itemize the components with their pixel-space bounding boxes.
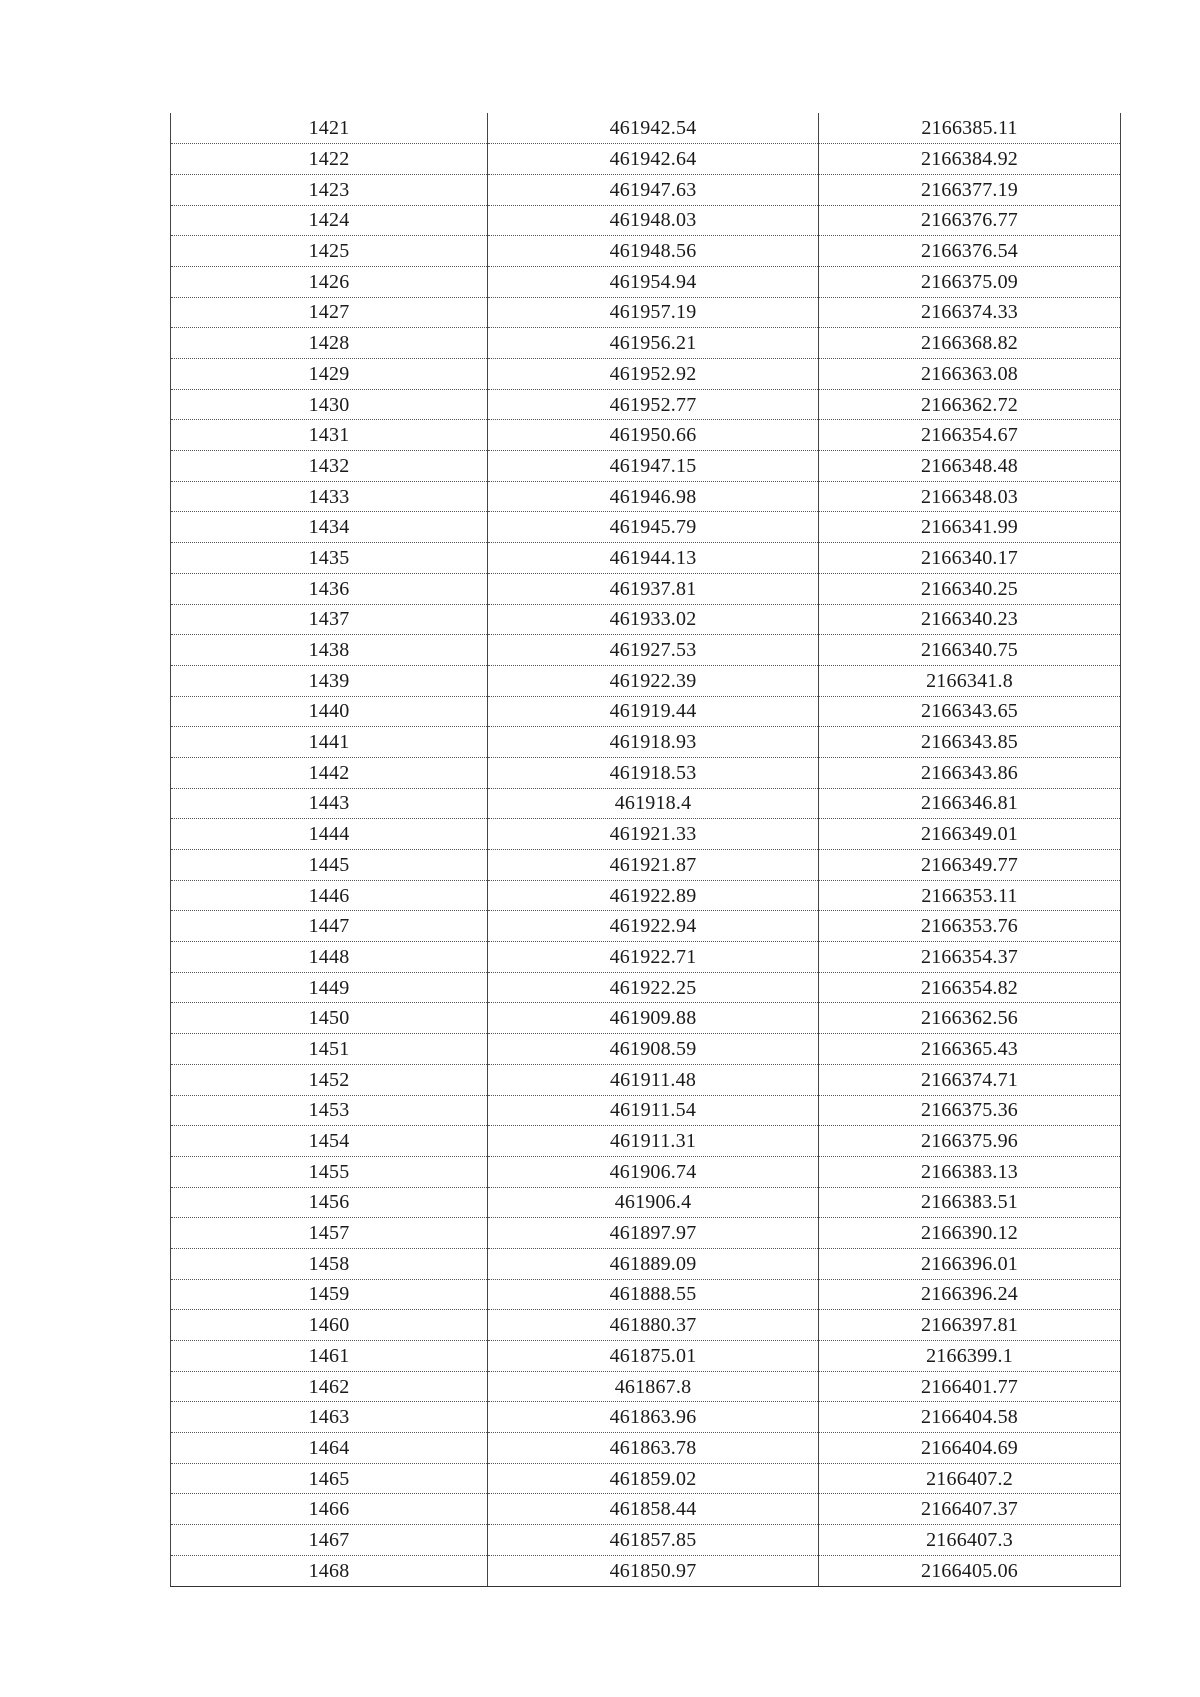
y-coordinate-cell: 2166340.23 — [819, 604, 1121, 635]
table-row — [171, 911, 1121, 942]
point-number-cell: 1465 — [171, 1463, 488, 1494]
x-coordinate-cell: 461911.54 — [488, 1095, 819, 1126]
coordinates-table — [170, 113, 1121, 1587]
table-row — [171, 1279, 1121, 1310]
x-coordinate-cell: 461933.02 — [488, 604, 819, 635]
y-coordinate-cell: 2166343.86 — [819, 757, 1121, 788]
x-coordinate-cell: 461945.79 — [488, 512, 819, 543]
point-number-cell: 1454 — [171, 1126, 488, 1157]
table-row — [171, 1371, 1121, 1402]
y-coordinate-cell: 2166385.11 — [819, 113, 1121, 144]
x-coordinate-cell: 461922.25 — [488, 972, 819, 1003]
y-coordinate-cell: 2166407.2 — [819, 1463, 1121, 1494]
x-coordinate-cell: 461956.21 — [488, 328, 819, 359]
x-coordinate-cell: 461867.8 — [488, 1371, 819, 1402]
y-coordinate-cell: 2166396.24 — [819, 1279, 1121, 1310]
point-number-cell: 1452 — [171, 1064, 488, 1095]
point-number-cell: 1466 — [171, 1494, 488, 1525]
x-coordinate-cell: 461948.03 — [488, 205, 819, 236]
point-number-cell: 1467 — [171, 1525, 488, 1556]
x-coordinate-cell: 461950.66 — [488, 420, 819, 451]
point-number-cell: 1451 — [171, 1034, 488, 1065]
y-coordinate-cell: 2166353.11 — [819, 880, 1121, 911]
y-coordinate-cell: 2166399.1 — [819, 1341, 1121, 1372]
point-number-cell: 1468 — [171, 1555, 488, 1586]
table-row — [171, 819, 1121, 850]
table-row — [171, 236, 1121, 267]
y-coordinate-cell: 2166362.56 — [819, 1003, 1121, 1034]
x-coordinate-cell: 461919.44 — [488, 696, 819, 727]
point-number-cell: 1463 — [171, 1402, 488, 1433]
table-row — [171, 573, 1121, 604]
point-number-cell: 1448 — [171, 942, 488, 973]
x-coordinate-cell: 461922.71 — [488, 942, 819, 973]
table-row — [171, 1555, 1121, 1586]
point-number-cell: 1440 — [171, 696, 488, 727]
y-coordinate-cell: 2166349.01 — [819, 819, 1121, 850]
x-coordinate-cell: 461947.15 — [488, 451, 819, 482]
y-coordinate-cell: 2166384.92 — [819, 144, 1121, 175]
table-row — [171, 1248, 1121, 1279]
table-row — [171, 359, 1121, 390]
y-coordinate-cell: 2166340.75 — [819, 635, 1121, 666]
y-coordinate-cell: 2166346.81 — [819, 788, 1121, 819]
y-coordinate-cell: 2166376.54 — [819, 236, 1121, 267]
point-number-cell: 1457 — [171, 1218, 488, 1249]
y-coordinate-cell: 2166374.71 — [819, 1064, 1121, 1095]
y-coordinate-cell: 2166365.43 — [819, 1034, 1121, 1065]
y-coordinate-cell: 2166363.08 — [819, 359, 1121, 390]
x-coordinate-cell: 461921.33 — [488, 819, 819, 850]
table-row — [171, 1187, 1121, 1218]
table-row — [171, 512, 1121, 543]
table-row — [171, 1310, 1121, 1341]
x-coordinate-cell: 461889.09 — [488, 1248, 819, 1279]
y-coordinate-cell: 2166375.09 — [819, 266, 1121, 297]
point-number-cell: 1453 — [171, 1095, 488, 1126]
table-row — [171, 481, 1121, 512]
x-coordinate-cell: 461863.78 — [488, 1433, 819, 1464]
point-number-cell: 1445 — [171, 850, 488, 881]
table-row — [171, 1126, 1121, 1157]
point-number-cell: 1426 — [171, 266, 488, 297]
point-number-cell: 1434 — [171, 512, 488, 543]
x-coordinate-cell: 461918.53 — [488, 757, 819, 788]
x-coordinate-cell: 461952.92 — [488, 359, 819, 390]
point-number-cell: 1429 — [171, 359, 488, 390]
table-row — [171, 850, 1121, 881]
table-row — [171, 942, 1121, 973]
table-row — [171, 1218, 1121, 1249]
y-coordinate-cell: 2166353.76 — [819, 911, 1121, 942]
y-coordinate-cell: 2166396.01 — [819, 1248, 1121, 1279]
table-row — [171, 113, 1121, 144]
y-coordinate-cell: 2166354.37 — [819, 942, 1121, 973]
x-coordinate-cell: 461858.44 — [488, 1494, 819, 1525]
point-number-cell: 1450 — [171, 1003, 488, 1034]
table-row — [171, 757, 1121, 788]
x-coordinate-cell: 461859.02 — [488, 1463, 819, 1494]
x-coordinate-cell: 461944.13 — [488, 543, 819, 574]
point-number-cell: 1438 — [171, 635, 488, 666]
table-row — [171, 880, 1121, 911]
point-number-cell: 1423 — [171, 174, 488, 205]
table-row — [171, 543, 1121, 574]
x-coordinate-cell: 461906.74 — [488, 1156, 819, 1187]
x-coordinate-cell: 461911.48 — [488, 1064, 819, 1095]
point-number-cell: 1447 — [171, 911, 488, 942]
x-coordinate-cell: 461952.77 — [488, 389, 819, 420]
table-row — [171, 297, 1121, 328]
table-row — [171, 1402, 1121, 1433]
point-number-cell: 1433 — [171, 481, 488, 512]
y-coordinate-cell: 2166376.77 — [819, 205, 1121, 236]
y-coordinate-cell: 2166405.06 — [819, 1555, 1121, 1586]
y-coordinate-cell: 2166340.25 — [819, 573, 1121, 604]
point-number-cell: 1425 — [171, 236, 488, 267]
y-coordinate-cell: 2166340.17 — [819, 543, 1121, 574]
x-coordinate-cell: 461911.31 — [488, 1126, 819, 1157]
x-coordinate-cell: 461954.94 — [488, 266, 819, 297]
table-row — [171, 727, 1121, 758]
table-row — [171, 144, 1121, 175]
y-coordinate-cell: 2166343.85 — [819, 727, 1121, 758]
table-row — [171, 1064, 1121, 1095]
y-coordinate-cell: 2166343.65 — [819, 696, 1121, 727]
y-coordinate-cell: 2166404.69 — [819, 1433, 1121, 1464]
table-row — [171, 328, 1121, 359]
x-coordinate-cell: 461957.19 — [488, 297, 819, 328]
y-coordinate-cell: 2166383.13 — [819, 1156, 1121, 1187]
x-coordinate-cell: 461947.63 — [488, 174, 819, 205]
point-number-cell: 1442 — [171, 757, 488, 788]
point-number-cell: 1462 — [171, 1371, 488, 1402]
y-coordinate-cell: 2166354.82 — [819, 972, 1121, 1003]
table-row — [171, 389, 1121, 420]
x-coordinate-cell: 461857.85 — [488, 1525, 819, 1556]
table-row — [171, 174, 1121, 205]
y-coordinate-cell: 2166374.33 — [819, 297, 1121, 328]
point-number-cell: 1439 — [171, 665, 488, 696]
table-row — [171, 635, 1121, 666]
point-number-cell: 1435 — [171, 543, 488, 574]
y-coordinate-cell: 2166404.58 — [819, 1402, 1121, 1433]
table-row — [171, 1433, 1121, 1464]
point-number-cell: 1422 — [171, 144, 488, 175]
x-coordinate-cell: 461922.89 — [488, 880, 819, 911]
y-coordinate-cell: 2166407.37 — [819, 1494, 1121, 1525]
x-coordinate-cell: 461948.56 — [488, 236, 819, 267]
y-coordinate-cell: 2166341.99 — [819, 512, 1121, 543]
point-number-cell: 1455 — [171, 1156, 488, 1187]
y-coordinate-cell: 2166397.81 — [819, 1310, 1121, 1341]
point-number-cell: 1436 — [171, 573, 488, 604]
x-coordinate-cell: 461921.87 — [488, 850, 819, 881]
x-coordinate-cell: 461863.96 — [488, 1402, 819, 1433]
y-coordinate-cell: 2166348.03 — [819, 481, 1121, 512]
x-coordinate-cell: 461942.64 — [488, 144, 819, 175]
table-row — [171, 972, 1121, 1003]
x-coordinate-cell: 461908.59 — [488, 1034, 819, 1065]
point-number-cell: 1460 — [171, 1310, 488, 1341]
point-number-cell: 1446 — [171, 880, 488, 911]
point-number-cell: 1428 — [171, 328, 488, 359]
x-coordinate-cell: 461937.81 — [488, 573, 819, 604]
x-coordinate-cell: 461922.39 — [488, 665, 819, 696]
table-row — [171, 1525, 1121, 1556]
x-coordinate-cell: 461850.97 — [488, 1555, 819, 1586]
y-coordinate-cell: 2166377.19 — [819, 174, 1121, 205]
x-coordinate-cell: 461880.37 — [488, 1310, 819, 1341]
table-row — [171, 1034, 1121, 1065]
point-number-cell: 1458 — [171, 1248, 488, 1279]
point-number-cell: 1464 — [171, 1433, 488, 1464]
point-number-cell: 1461 — [171, 1341, 488, 1372]
table-row — [171, 665, 1121, 696]
table-row — [171, 205, 1121, 236]
table-row — [171, 1463, 1121, 1494]
y-coordinate-cell: 2166348.48 — [819, 451, 1121, 482]
point-number-cell: 1437 — [171, 604, 488, 635]
x-coordinate-cell: 461918.93 — [488, 727, 819, 758]
table-row — [171, 266, 1121, 297]
point-number-cell: 1456 — [171, 1187, 488, 1218]
point-number-cell: 1449 — [171, 972, 488, 1003]
point-number-cell: 1424 — [171, 205, 488, 236]
table-row — [171, 1156, 1121, 1187]
x-coordinate-cell: 461942.54 — [488, 113, 819, 144]
x-coordinate-cell: 461897.97 — [488, 1218, 819, 1249]
table-row — [171, 1095, 1121, 1126]
point-number-cell: 1459 — [171, 1279, 488, 1310]
table-row — [171, 1494, 1121, 1525]
y-coordinate-cell: 2166390.12 — [819, 1218, 1121, 1249]
y-coordinate-cell: 2166383.51 — [819, 1187, 1121, 1218]
point-number-cell: 1432 — [171, 451, 488, 482]
point-number-cell: 1444 — [171, 819, 488, 850]
point-number-cell: 1427 — [171, 297, 488, 328]
point-number-cell: 1430 — [171, 389, 488, 420]
point-number-cell: 1443 — [171, 788, 488, 819]
x-coordinate-cell: 461946.98 — [488, 481, 819, 512]
point-number-cell: 1441 — [171, 727, 488, 758]
table-row — [171, 696, 1121, 727]
point-number-cell: 1431 — [171, 420, 488, 451]
y-coordinate-cell: 2166349.77 — [819, 850, 1121, 881]
x-coordinate-cell: 461922.94 — [488, 911, 819, 942]
table-row — [171, 788, 1121, 819]
y-coordinate-cell: 2166375.36 — [819, 1095, 1121, 1126]
point-number-cell: 1421 — [171, 113, 488, 144]
x-coordinate-cell: 461888.55 — [488, 1279, 819, 1310]
y-coordinate-cell: 2166341.8 — [819, 665, 1121, 696]
x-coordinate-cell: 461909.88 — [488, 1003, 819, 1034]
table-row — [171, 1003, 1121, 1034]
y-coordinate-cell: 2166407.3 — [819, 1525, 1121, 1556]
x-coordinate-cell: 461927.53 — [488, 635, 819, 666]
table-row — [171, 604, 1121, 635]
y-coordinate-cell: 2166375.96 — [819, 1126, 1121, 1157]
coordinates-table-body — [171, 113, 1121, 1586]
table-row — [171, 420, 1121, 451]
x-coordinate-cell: 461875.01 — [488, 1341, 819, 1372]
y-coordinate-cell: 2166401.77 — [819, 1371, 1121, 1402]
table-row — [171, 1341, 1121, 1372]
y-coordinate-cell: 2166362.72 — [819, 389, 1121, 420]
y-coordinate-cell: 2166354.67 — [819, 420, 1121, 451]
x-coordinate-cell: 461906.4 — [488, 1187, 819, 1218]
x-coordinate-cell: 461918.4 — [488, 788, 819, 819]
table-row — [171, 451, 1121, 482]
y-coordinate-cell: 2166368.82 — [819, 328, 1121, 359]
